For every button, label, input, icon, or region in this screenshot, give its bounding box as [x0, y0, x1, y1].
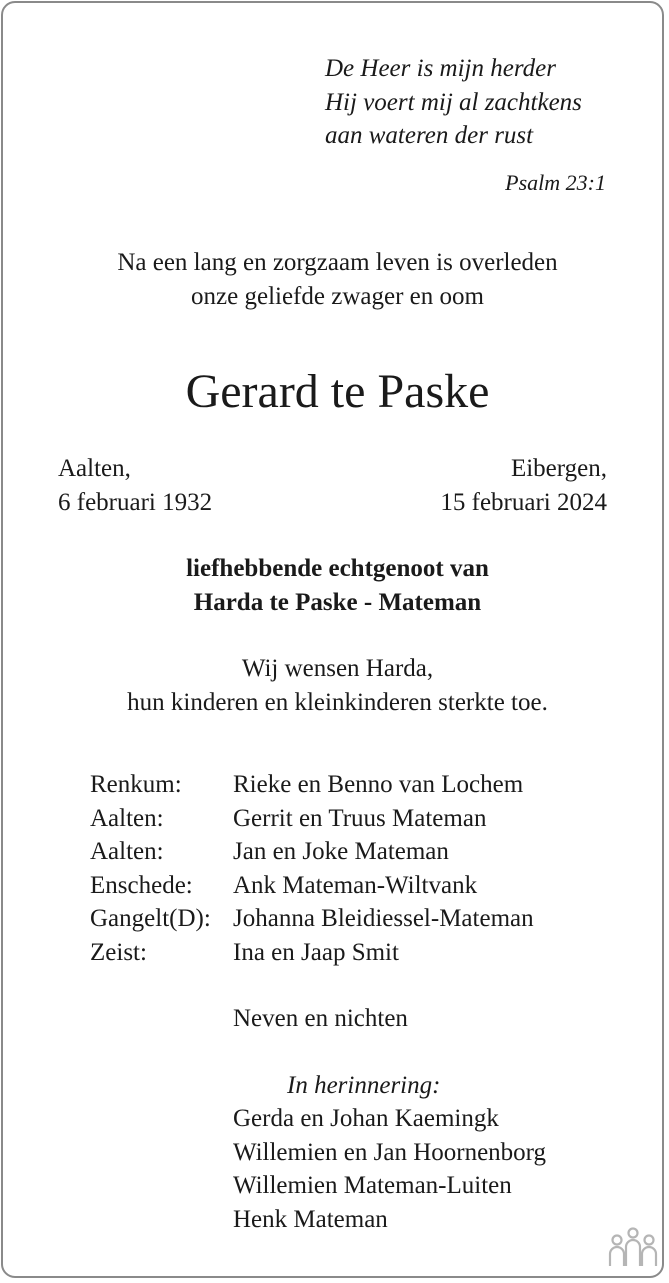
spouse-line: Harda te Paske - Mateman: [193, 588, 482, 616]
relative-row: [90, 768, 534, 802]
intro-text: [3, 246, 669, 313]
relative-row: [90, 835, 534, 869]
birth-date: 6 februari 1932: [58, 488, 213, 516]
verse-line: Hij voert mij al zachtkens: [325, 88, 582, 116]
death-place: Eibergen,: [510, 455, 607, 482]
memory-heading: In herinnering:: [287, 1072, 441, 1099]
memory-name: Henk Mateman: [233, 1205, 388, 1233]
relative-names: Jan en Joke Mateman: [233, 838, 449, 865]
obituary-card: [1, 1, 664, 1278]
psalm-verse: [325, 52, 582, 153]
verse-line: aan wateren der rust: [325, 122, 534, 149]
memory-name: Willemien Mateman-Luiten: [233, 1172, 512, 1199]
spouse-line: liefhebbende echtgenoot van: [186, 555, 489, 582]
relative-row: [90, 902, 534, 936]
birth-info: [58, 452, 212, 519]
intro-line: Na een lang en zorgzaam leven is overleden: [117, 249, 558, 276]
death-info: [440, 452, 607, 519]
relative-place: Gangelt(D):: [90, 905, 211, 932]
wishes-text: [3, 652, 669, 719]
relative-names: Rieke en Benno van Lochem: [233, 771, 524, 798]
death-date: 15 februari 2024: [440, 488, 607, 516]
verse-line: De Heer is mijn herder: [325, 55, 556, 82]
relative-row: [90, 869, 534, 903]
relative-names: Ina en Jaap Smit: [233, 938, 399, 966]
relative-row: [90, 936, 534, 970]
intro-line: onze geliefde zwager en oom: [191, 282, 484, 310]
relative-names: Ank Mateman-Wiltvank: [233, 871, 478, 899]
relative-names: Gerrit en Truus Mateman: [233, 804, 487, 832]
memory-name: Willemien en Jan Hoornenborg: [233, 1138, 547, 1166]
neven-nichten: Neven en nichten: [233, 1005, 408, 1032]
relative-place: Renkum:: [90, 771, 182, 798]
spouse-text: [3, 552, 669, 619]
relative-place: Aalten:: [90, 804, 164, 832]
deceased-name: Gerard te Paske: [185, 365, 490, 418]
relative-place: Zeist:: [90, 938, 147, 966]
relatives-list: [90, 768, 534, 969]
relative-place: Aalten:: [90, 838, 164, 865]
relative-place: Enschede:: [90, 871, 193, 899]
birth-place: Aalten,: [58, 455, 131, 482]
psalm-reference: Psalm 23:1: [505, 170, 606, 195]
wishes-line: Wij wensen Harda,: [241, 655, 434, 682]
relative-row: [90, 802, 534, 836]
memory-name: Gerda en Johan Kaemingk: [233, 1105, 499, 1132]
memory-list: [233, 1102, 546, 1236]
relative-names: Johanna Bleidiessel-Mateman: [233, 905, 534, 932]
wishes-line: hun kinderen en kleinkinderen sterkte toe.: [127, 688, 548, 716]
people-group-icon: [608, 1226, 658, 1270]
